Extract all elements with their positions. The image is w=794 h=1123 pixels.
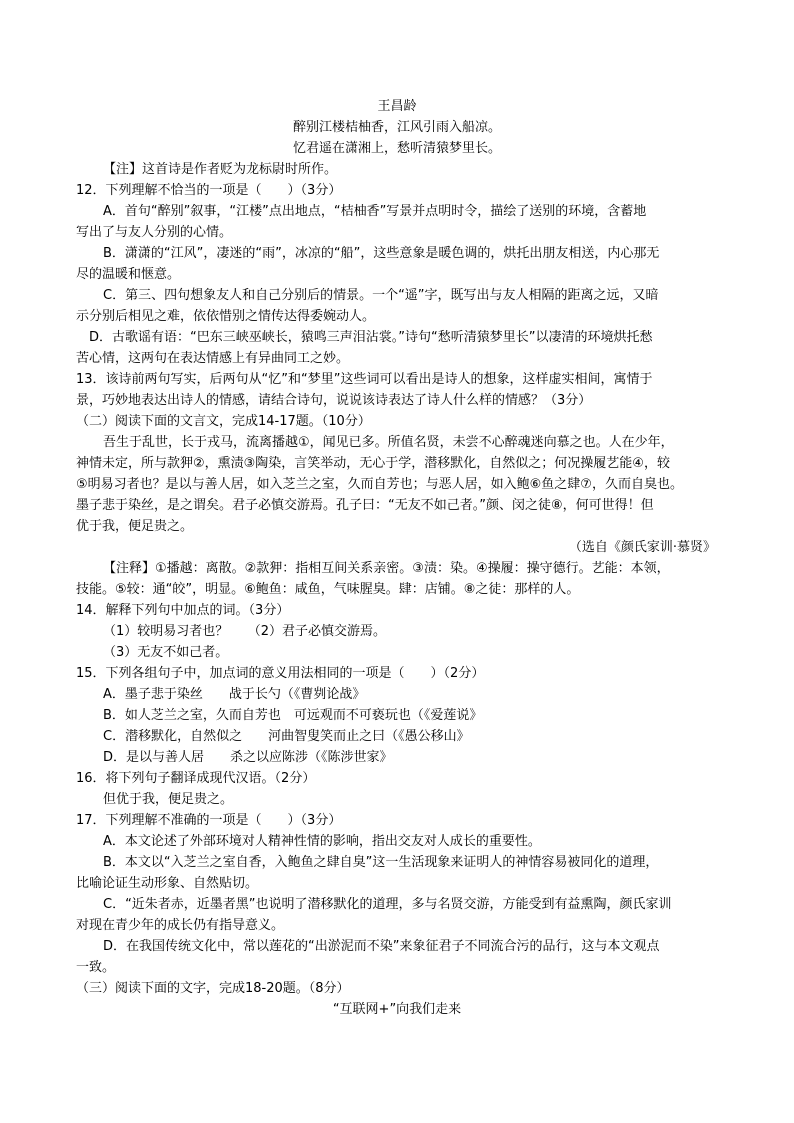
poem-line: 醉别江楼桔柚香，江风引雨入船凉。 [292, 120, 501, 135]
option-text: 尽的温暖和惬意。 [76, 267, 181, 282]
option-text: 苦心情，这两句在表达情感上有异曲同工之妙。 [76, 351, 350, 366]
option-text: C．潜移默化，自然似之 河曲智叟笑而止之曰（《愚公移山》 [103, 729, 470, 744]
option-text: D．在我国传统文化中，常以莲花的“出淤泥而不染”来象征君子不同流合污的品行，这与本文观点 [103, 939, 660, 954]
passage-notes: 技能。⑤较：通“皎”，明显。⑥鲍鱼：咸鱼，气味腥臭。肆：店铺。⑧之徒：那样的人。 [76, 582, 580, 597]
question-16-stem: 16．将下列句子翻译成现代汉语。（2分） [76, 771, 316, 786]
poem-line: 忆君遥在潇湘上，愁听清猿梦里长。 [292, 141, 501, 156]
option-text: 一致。 [76, 960, 116, 975]
option-text: C．第三、四句想象友人和自己分别后的情景。一个“遥”字，既写出与友人相隔的距离之远，又暗 [103, 288, 659, 303]
passage-text: 神情未定，所与款狎②，熏渍③陶染，言笑举动，无心于学，潜移默化，自然似之；何况操履艺能④，较 [76, 456, 670, 471]
section-2-title: （二）阅读下面的文言文，完成14-17题。（10分） [76, 414, 371, 429]
poem-author: 王昌龄 [377, 99, 417, 114]
question-15-stem: 15．下列各组句子中，加点词的意义用法相同的一项是（ ）（2分） [76, 666, 485, 681]
option-text: 写出了与友人分别的心情。 [76, 225, 233, 240]
section-3-heading: “互联网+”向我们走来 [332, 1002, 462, 1017]
option-text: A．首句“醉别”叙事，“江楼”点出地点，“桔柚香”写景并点明时令，描绘了送别的环境，含蓄地 [103, 204, 647, 219]
passage-notes: 【注释】①播越：离散。②款狎：指相互间关系亲密。③渍：染。④操履：操守德行。艺能：本领， [103, 561, 670, 576]
option-text: B．潇潇的“江风”，凄迷的“雨”，冰凉的“船”，这些意象是暖色调的，烘托出朋友相送，内心那无 [103, 246, 660, 261]
option-text: 对现在青少年的成长仍有指导意义。 [76, 918, 285, 933]
option-text: 比喻论证生动形象、自然贴切。 [76, 876, 259, 891]
question-17-stem: 17．下列理解不准确的一项是（ ）（3分） [76, 813, 342, 828]
question-16-sentence: 但优于我，便足贵之。 [103, 792, 234, 807]
option-text: C．“近朱者赤，近墨者黑”也说明了潜移默化的道理，多与名贤交游，方能受到有益熏陶，颜氏家训 [103, 897, 672, 912]
question-12-stem: 12．下列理解不恰当的一项是（ ）（3分） [76, 183, 342, 198]
passage-text: 吾生于乱世，长于戎马，流离播越①，闻见已多。所值名贤，未尝不心醉魂迷向慕之也。人在少年， [103, 435, 674, 450]
question-14-stem: 14．解释下列句中加点的词。（3分） [76, 603, 290, 618]
option-text: B．本文以“入芝兰之室自香，入鲍鱼之肆自臭”这一生活现象来证明人的神情容易被同化的道理， [103, 855, 659, 870]
section-3-title: （三）阅读下面的文字，完成18-20题。（8分） [76, 981, 350, 996]
question-14-items: （3）无友不如己者。 [103, 645, 229, 660]
passage-text: 优于我，便足贵之。 [76, 519, 194, 534]
passage-source: （选自《颜氏家训·慕贤》 [568, 540, 716, 555]
option-text: B．如人芝兰之室，久而自芳也 可远观而不可亵玩也（《爱莲说》 [103, 708, 483, 723]
option-text: A．本文论述了外部环境对人精神性情的影响，指出交友对人成长的重要性。 [103, 834, 541, 849]
question-13-text: 13．该诗前两句写实，后两句从“忆”和“梦里”这些词可以看出是诗人的想象，这样虚实相间，寓情于 [76, 372, 653, 387]
question-13-text: 景，巧妙地表达出诗人的情感，请结合诗句，说说该诗表达了诗人什么样的情感？（3分） [76, 393, 592, 408]
option-text: D．古歌谣有语：“巴东三峡巫峡长，猿鸣三声泪沾裳。”诗句“愁听清猿梦里长”以凄清的环境烘托愁 [89, 330, 653, 345]
question-14-items: （1）较明易习者也？ （2）君子必慎交游焉。 [103, 624, 387, 639]
option-text: A．墨子悲于染丝 战于长勺（《曹刿论战》 [103, 687, 366, 702]
passage-text: 墨子悲于染丝，是之谓矣。君子必慎交游焉。孔子曰：“无友不如己者。”颜、闵之徒⑧，何可世得！但 [76, 498, 654, 513]
passage-text: ⑤明易习者也？是以与善人居，如入芝兰之室，久而自芳也；与恶人居，如入鲍⑥鱼之肆⑦，久而自臭也。 [76, 477, 683, 492]
poem-note: 【注】这首诗是作者贬为龙标尉时所作。 [103, 162, 338, 177]
option-text: 示分别后相见之难，依依惜别之情传达得委婉动人。 [76, 309, 376, 324]
option-text: D．是以与善人居 杀之以应陈涉（《陈涉世家》 [103, 750, 393, 765]
